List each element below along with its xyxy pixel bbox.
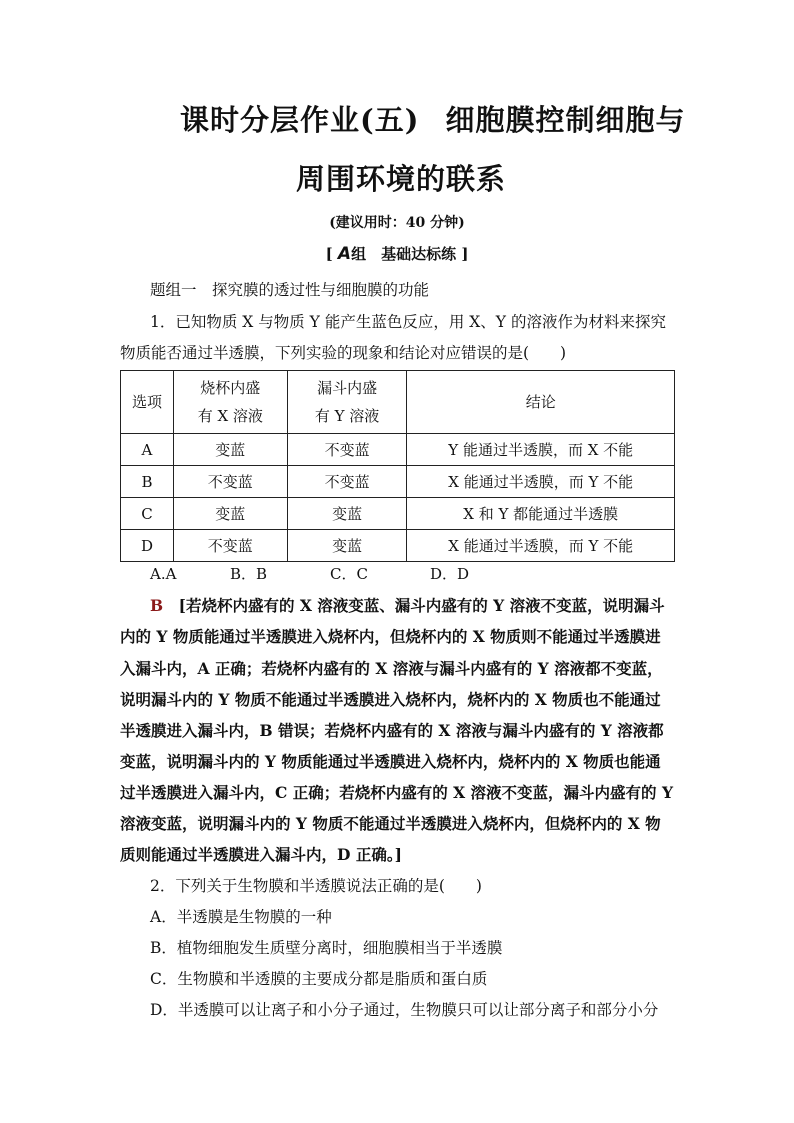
option-d: D．D: [430, 565, 470, 583]
bracket-open: [: [325, 245, 333, 263]
table-row: [121, 466, 675, 498]
explanation-line: 溶液变蓝，说明漏斗内的 Y 物质不能通过半透膜进入烧杯内，但烧杯内的 X 物: [120, 814, 661, 833]
table-header-row: [121, 371, 675, 434]
table-cell: 变蓝: [173, 498, 287, 530]
table-cell: X 能通过半透膜，而 Y 不能: [407, 466, 675, 498]
table-cell: 不变蓝: [287, 434, 407, 466]
header-beaker: 烧杯内盛 有 X 溶液: [173, 371, 287, 434]
option-c: C．C: [330, 565, 368, 583]
table-cell: X 和 Y 都能通过半透膜: [407, 498, 675, 530]
q2-option-d: D．半透膜可以让离子和小分子通过，生物膜只可以让部分离子和部分小分: [150, 1001, 659, 1019]
explanation-line: B [若烧杯内盛有的 X 溶液变蓝、漏斗内盛有的 Y 溶液不变蓝，说明漏斗: [150, 596, 665, 615]
q1-stem-line2: 物质能否通过半透膜，下列实验的现象和结论对应错误的是( ): [120, 344, 567, 362]
table-row: [121, 530, 675, 562]
bracket-close: ]: [461, 245, 469, 263]
q1-table: [120, 370, 675, 562]
table-cell: 变蓝: [287, 498, 407, 530]
group-letter: A: [337, 244, 352, 264]
explanation-line: 质则能通过半透膜进入漏斗内，D 正确。]: [120, 845, 402, 864]
table-cell: X 能通过半透膜，而 Y 不能: [407, 530, 675, 562]
header-conclusion: 结论: [407, 371, 675, 434]
time-note: (建议用时：40 分钟): [329, 215, 465, 231]
title-part2: 细胞膜控制细胞与: [445, 103, 686, 137]
q2-option-b: B．植物细胞发生质壁分离时，细胞膜相当于半透膜: [150, 939, 503, 957]
page-title-line2: 周围环境的联系: [296, 162, 507, 196]
topic-heading: 题组一 探究膜的透过性与细胞膜的功能: [150, 281, 430, 299]
explanation-line: 半透膜进入漏斗内，B 错误；若烧杯内盛有的 X 溶液与漏斗内盛有的 Y 溶液都: [120, 721, 664, 740]
header-funnel: 漏斗内盛 有 Y 溶液: [287, 371, 407, 434]
answer-letter: B: [150, 596, 164, 615]
explanation-line: 说明漏斗内的 Y 物质不能通过半透膜进入烧杯内，烧杯内的 X 物质也不能通过: [120, 690, 661, 709]
explanation-line: 入漏斗内，A 正确；若烧杯内盛有的 X 溶液与漏斗内盛有的 Y 溶液都不变蓝，: [120, 659, 663, 678]
title-part1: 课时分层作业(五): [180, 103, 420, 137]
q1-options: [150, 563, 469, 584]
group-label: 组 基础达标练: [351, 245, 457, 263]
table-row: [121, 498, 675, 530]
explanation-line: 过半透膜进入漏斗内，C 正确；若烧杯内盛有的 X 溶液不变蓝，漏斗内盛有的 Y: [120, 783, 674, 802]
group-heading: [0, 243, 794, 264]
option-a: A.A: [150, 565, 177, 583]
option-b: B．B: [230, 565, 268, 583]
table-cell: C: [121, 498, 174, 530]
q1-stem-line1: 1．已知物质 X 与物质 Y 能产生蓝色反应，用 X、Y 的溶液作为材料来探究: [150, 313, 666, 331]
table-row: [121, 434, 675, 466]
table-cell: A: [121, 434, 174, 466]
table-cell: 不变蓝: [173, 466, 287, 498]
table-cell: 变蓝: [287, 530, 407, 562]
page-title: [180, 98, 700, 139]
q2-option-a: A．半透膜是生物膜的一种: [150, 908, 332, 926]
table-cell: 变蓝: [173, 434, 287, 466]
table-cell: 不变蓝: [173, 530, 287, 562]
q2-option-c: C．生物膜和半透膜的主要成分都是脂质和蛋白质: [150, 970, 488, 988]
explanation-line: 内的 Y 物质能通过半透膜进入烧杯内，但烧杯内的 X 物质则不能通过半透膜进: [120, 627, 661, 646]
table-cell: 不变蓝: [287, 466, 407, 498]
table-cell: D: [121, 530, 174, 562]
header-option: 选项: [121, 371, 174, 434]
table-cell: Y 能通过半透膜，而 X 不能: [407, 434, 675, 466]
q2-stem: 2．下列关于生物膜和半透膜说法正确的是( ): [150, 877, 482, 895]
table-cell: B: [121, 466, 174, 498]
explanation-line: 变蓝，说明漏斗内的 Y 物质能通过半透膜进入烧杯内，烧杯内的 X 物质也能通: [120, 752, 661, 771]
